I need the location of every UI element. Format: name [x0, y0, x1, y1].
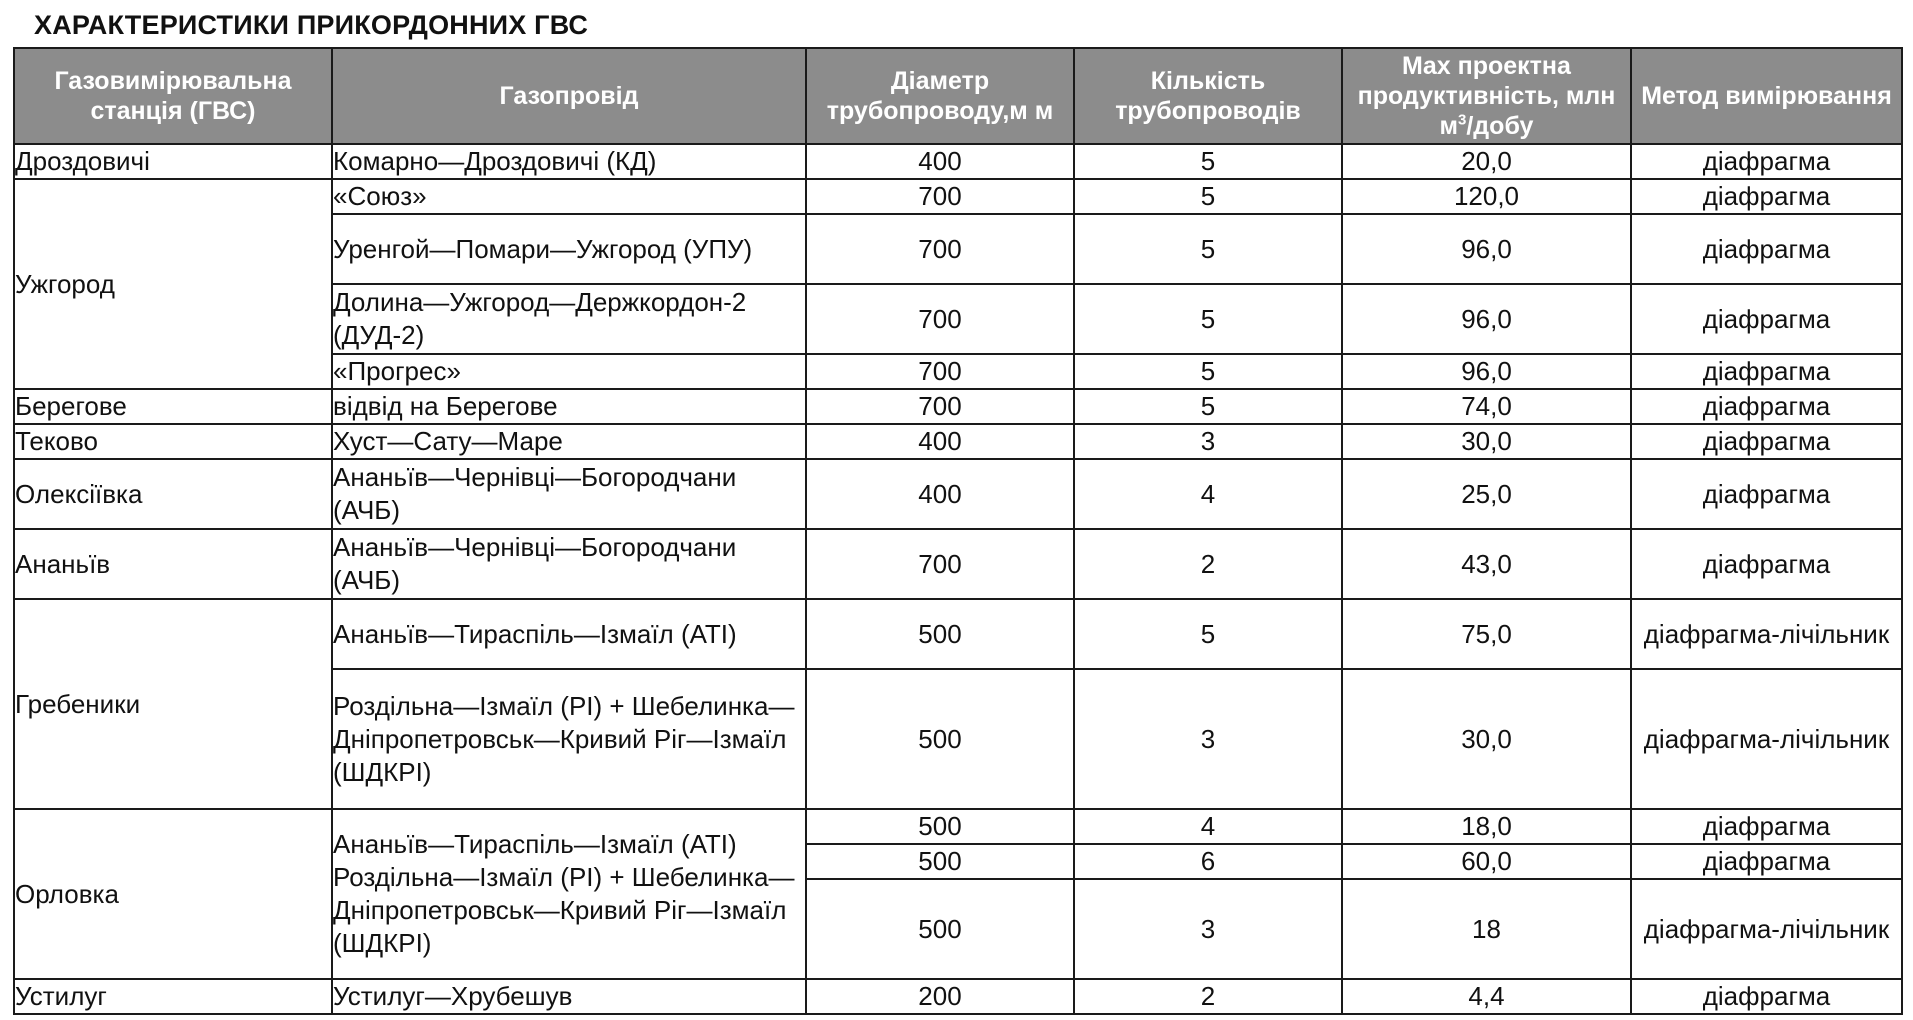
pipeline-cell: Уренгой—Помари—Ужгород (УПУ)	[332, 214, 806, 284]
method-cell: діафрагма	[1631, 979, 1902, 1014]
count-cell: 3	[1074, 879, 1342, 979]
capacity-cell: 96,0	[1342, 354, 1631, 389]
header-diameter: Діаметр трубопроводу,м м	[806, 48, 1074, 144]
header-capacity: Max проектна продуктивність, млн $м^3$/добу	[1342, 48, 1631, 144]
diameter-cell: 700	[806, 354, 1074, 389]
diameter-cell: 700	[806, 389, 1074, 424]
pipeline-cell: «Прогрес»	[332, 354, 806, 389]
count-cell: 2	[1074, 529, 1342, 599]
count-cell: 4	[1074, 809, 1342, 844]
gvs-table	[13, 47, 1903, 1015]
diameter-cell: 400	[806, 424, 1074, 459]
count-cell: 5	[1074, 179, 1342, 214]
pipeline-cell: Хуст—Сату—Маре	[332, 424, 806, 459]
count-cell: 2	[1074, 979, 1342, 1014]
page-title: ХАРАКТЕРИСТИКИ ПРИКОРДОННИХ ГВС	[34, 10, 589, 40]
capacity-cell: 30,0	[1342, 669, 1631, 809]
diameter-cell: 500	[806, 844, 1074, 879]
station-cell: Теково	[14, 424, 332, 459]
capacity-cell: 18	[1342, 879, 1631, 979]
pipeline-cell: Ананьїв—Тираспіль—Ізмаїл (АТІ)	[332, 599, 806, 669]
pipeline-cell: відвід на Берегове	[332, 389, 806, 424]
station-cell: Устилуг	[14, 979, 332, 1014]
diameter-cell: 700	[806, 179, 1074, 214]
header-method: Метод вимірювання	[1631, 48, 1902, 144]
count-cell: 5	[1074, 144, 1342, 179]
diameter-cell: 500	[806, 669, 1074, 809]
capacity-cell: 74,0	[1342, 389, 1631, 424]
count-cell: 6	[1074, 844, 1342, 879]
capacity-cell: 25,0	[1342, 459, 1631, 529]
station-cell: Гребеники	[14, 599, 332, 809]
capacity-cell: 20,0	[1342, 144, 1631, 179]
count-cell: 5	[1074, 599, 1342, 669]
pipeline-cell: Ананьїв—Тираспіль—Ізмаїл (АТІ) Роздільна—Ізмаїл (РІ) + Шебелинка—Дніпропетровськ—Кривий Ріг—Ізмаїл (ШДКРІ)	[332, 809, 806, 979]
table-row	[14, 424, 1902, 459]
count-cell: 5	[1074, 354, 1342, 389]
diameter-cell: 500	[806, 599, 1074, 669]
capacity-cell: 120,0	[1342, 179, 1631, 214]
count-cell: 4	[1074, 459, 1342, 529]
diameter-cell: 200	[806, 979, 1074, 1014]
diameter-cell: 500	[806, 879, 1074, 979]
station-cell: Берегове	[14, 389, 332, 424]
header-pipeline: Газопровід	[332, 48, 806, 144]
pipeline-cell: Ананьїв—Чернівці—Богородчани (АЧБ)	[332, 459, 806, 529]
table-row	[14, 809, 1902, 844]
pipeline-cell: Долина—Ужгород—Держкордон-2 (ДУД-2)	[332, 284, 806, 354]
diameter-cell: 700	[806, 284, 1074, 354]
capacity-cell: 18,0	[1342, 809, 1631, 844]
header-count: Кількість трубопроводів	[1074, 48, 1342, 144]
method-cell: діафрагма	[1631, 144, 1902, 179]
method-cell: діафрагма	[1631, 424, 1902, 459]
method-cell: діафрагма	[1631, 214, 1902, 284]
method-cell: діафрагма	[1631, 844, 1902, 879]
pipeline-cell: Роздільна—Ізмаїл (РІ) + Шебелинка—Дніпропетровськ—Кривий Ріг—Ізмаїл (ШДКРІ)	[332, 669, 806, 809]
capacity-cell: 96,0	[1342, 284, 1631, 354]
diameter-cell: 700	[806, 214, 1074, 284]
pipeline-cell: Ананьїв—Чернівці—Богородчани (АЧБ)	[332, 529, 806, 599]
station-cell: Ужгород	[14, 179, 332, 389]
header-station: Газовимірювальна станція (ГВС)	[14, 48, 332, 144]
table-row	[14, 979, 1902, 1014]
station-cell: Олексіївка	[14, 459, 332, 529]
capacity-cell: 43,0	[1342, 529, 1631, 599]
method-cell: діафрагма-лічільник	[1631, 669, 1902, 809]
capacity-cell: 96,0	[1342, 214, 1631, 284]
diameter-cell: 400	[806, 459, 1074, 529]
table-row	[14, 389, 1902, 424]
method-cell: діафрагма-лічільник	[1631, 599, 1902, 669]
method-cell: діафрагма-лічільник	[1631, 879, 1902, 979]
table-row	[14, 599, 1902, 669]
method-cell: діафрагма	[1631, 179, 1902, 214]
pipeline-cell: Устилуг—Хрубешув	[332, 979, 806, 1014]
capacity-cell: 75,0	[1342, 599, 1631, 669]
table-header-row	[14, 48, 1902, 144]
table-row	[14, 179, 1902, 214]
method-cell: діафрагма	[1631, 809, 1902, 844]
count-cell: 3	[1074, 424, 1342, 459]
capacity-cell: 4,4	[1342, 979, 1631, 1014]
table-row	[14, 529, 1902, 599]
count-cell: 5	[1074, 389, 1342, 424]
pipeline-cell: Комарно—Дроздовичі (КД)	[332, 144, 806, 179]
station-cell: Дроздовичі	[14, 144, 332, 179]
diameter-cell: 500	[806, 809, 1074, 844]
method-cell: діафрагма	[1631, 389, 1902, 424]
station-cell: Ананьїв	[14, 529, 332, 599]
count-cell: 5	[1074, 284, 1342, 354]
count-cell: 5	[1074, 214, 1342, 284]
capacity-cell: 30,0	[1342, 424, 1631, 459]
station-cell: Орловка	[14, 809, 332, 979]
method-cell: діафрагма	[1631, 354, 1902, 389]
table-row	[14, 459, 1902, 529]
capacity-cell: 60,0	[1342, 844, 1631, 879]
count-cell: 3	[1074, 669, 1342, 809]
method-cell: діафрагма	[1631, 284, 1902, 354]
method-cell: діафрагма	[1631, 529, 1902, 599]
method-cell: діафрагма	[1631, 459, 1902, 529]
diameter-cell: 400	[806, 144, 1074, 179]
pipeline-cell: «Союз»	[332, 179, 806, 214]
diameter-cell: 700	[806, 529, 1074, 599]
table-row	[14, 144, 1902, 179]
